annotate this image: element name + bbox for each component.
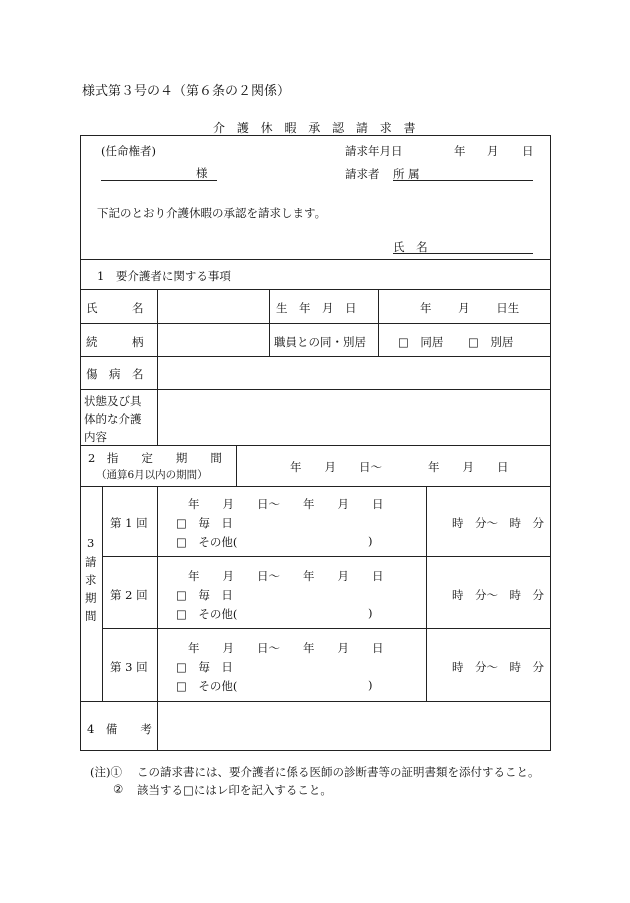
remarks-field[interactable]	[158, 702, 550, 750]
care-label-1: 状態及び具	[84, 394, 142, 408]
care-label-3: 内容	[84, 430, 107, 444]
round-other-close: )	[368, 606, 373, 620]
section3-char-3: 期	[85, 591, 97, 605]
request-date-label: 請求年月日	[345, 144, 403, 158]
note2-text: 該当する□にはレ印を記入すること。	[137, 783, 332, 797]
round-times[interactable]: 時 分〜 時 分	[452, 660, 544, 674]
illness-field[interactable]	[158, 357, 550, 388]
round-times[interactable]: 時 分〜 時 分	[452, 516, 544, 530]
note1-text: この請求書には、要介護者に係る医師の診断書等の証明書類を添付すること。	[137, 765, 540, 779]
remarks-label: 4 備 考	[87, 722, 152, 736]
section2-sub: （通算6月以内の期間）	[96, 469, 208, 481]
request-statement: 下記のとおり介護休暇の承認を請求します。	[97, 206, 327, 220]
care-label-2: 体的な介護	[84, 412, 142, 426]
section3-char-2: 求	[85, 573, 97, 587]
round-dates[interactable]: 年 月 日〜 年 月 日	[188, 641, 384, 655]
note2-prefix: ②	[113, 782, 124, 796]
round-option-other[interactable]: □ その他(	[176, 679, 238, 693]
round-option-other[interactable]: □ その他(	[176, 535, 238, 549]
round-dates[interactable]: 年 月 日〜 年 月 日	[188, 497, 384, 511]
relation-field[interactable]	[158, 324, 268, 355]
note1-prefix: (注)①	[90, 765, 122, 779]
round-other-close: )	[368, 678, 373, 692]
cared-name-label: 氏 名	[86, 301, 144, 315]
page-title: 介 護 休 暇 承 認 請 求 書	[213, 121, 420, 135]
round-other-close: )	[368, 534, 373, 548]
date-month[interactable]: 月	[487, 144, 499, 158]
round-times[interactable]: 時 分〜 時 分	[452, 588, 544, 602]
section3-char-1: 請	[85, 555, 97, 569]
section1-heading: 1 要介護者に関する事項	[97, 269, 231, 283]
cohabit-option-together[interactable]: □ 同居	[398, 335, 444, 349]
date-year[interactable]: 年	[454, 144, 466, 158]
affiliation-label: 所 属	[393, 167, 420, 181]
name-line[interactable]	[393, 253, 533, 254]
section3-char-4: 間	[85, 609, 97, 623]
cohabit-label: 職員との同・別居	[274, 335, 366, 349]
round-dates[interactable]: 年 月 日〜 年 月 日	[188, 569, 384, 583]
cohabit-option-separate[interactable]: □ 別居	[468, 335, 514, 349]
designated-period-value[interactable]: 年 月 日〜 年 月 日	[290, 460, 509, 474]
form-id: 様式第３号の４（第６条の２関係）	[82, 84, 291, 99]
round-label: 第 2 回	[110, 588, 148, 602]
illness-label: 傷 病 名	[86, 367, 144, 381]
round-label: 第 1 回	[110, 516, 148, 530]
name-label: 氏 名	[393, 240, 432, 254]
birth-label: 生 年 月 日	[276, 301, 357, 315]
birth-value[interactable]: 年 月 日生	[420, 301, 520, 315]
round-option-daily[interactable]: □ 毎 日	[176, 516, 233, 530]
affiliation-line[interactable]	[393, 180, 533, 181]
cared-name-field[interactable]	[158, 290, 268, 322]
round-label: 第 3 回	[110, 660, 148, 674]
section3-number: 3	[87, 536, 95, 550]
care-field[interactable]	[158, 390, 550, 444]
round-option-daily[interactable]: □ 毎 日	[176, 588, 233, 602]
sama-label: 様	[196, 166, 208, 180]
requester-label: 請求者	[345, 167, 380, 181]
section2-heading: 2 指 定 期 間	[88, 451, 222, 465]
round-option-daily[interactable]: □ 毎 日	[176, 660, 233, 674]
appointer-label: (任命権者)	[101, 144, 156, 158]
date-day[interactable]: 日	[522, 144, 534, 158]
round-option-other[interactable]: □ その他(	[176, 607, 238, 621]
relation-label: 続 柄	[86, 335, 144, 349]
